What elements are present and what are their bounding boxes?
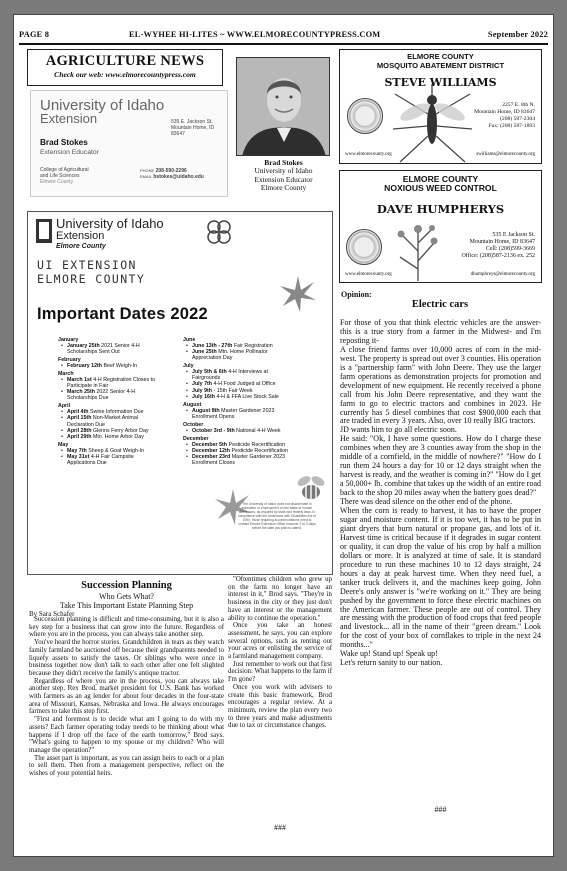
dates-column-right <box>183 335 293 467</box>
mosquito-ad-title1: ELMORE COUNTY <box>407 52 474 61</box>
date-entry <box>183 394 293 400</box>
date-label: June 13th - 27th <box>192 342 233 349</box>
date-label: July 7th <box>192 381 213 388</box>
flyer-logo: University of Idaho Extension Elmore County <box>56 216 164 250</box>
card-contact: PHONE 208-590-2296 EMAIL bstokes@uidaho.edu <box>140 168 204 181</box>
event-label: Sheep & Goat Weigh-In <box>88 447 145 454</box>
event-label: Pesticide Recertification <box>228 441 286 448</box>
paragraph: The asset part is important, as you can assign heirs to each or a plan to sell them. Then from a management perspective, reflect on the wishes of your potential heirs. <box>29 754 224 778</box>
flyer-heading: UI EXTENSION ELMORE COUNTY <box>37 258 146 286</box>
card-role: Extension Educator <box>40 149 99 156</box>
month-heading: April <box>58 403 71 410</box>
section-title: AGRICULTURE NEWS <box>45 53 205 69</box>
paragraph: Once you take an honest assessment, he says, you can explore several options, such as renting out your acres or enlisting the service of a farmland management company. <box>228 622 332 661</box>
paragraph: Wake up! Stand up! Speak up! <box>340 649 438 659</box>
succession-column-2 <box>228 576 332 730</box>
month-heading: June <box>183 336 196 343</box>
county-seal-icon <box>347 98 383 134</box>
paragraph: "First and foremost is to decide what am I going to do with my assets? Each farmer operating today needs to be thinking about what happens if I drop off the face of the earth tomorrow," Brod says. "What's going to happen to my spouse or my children? Who will manage the operation?" <box>29 716 224 754</box>
dates-column-left <box>58 335 158 467</box>
date-entry <box>58 389 158 401</box>
page-number: PAGE 8 <box>19 30 50 39</box>
paragraph: For those of you that think electric vehicles are the answer- this is a true story from a farmer in the Midwest- and I'm reposting it- <box>340 318 541 345</box>
event-label: Master Gardener 2023 Enrollment Opens <box>192 407 275 420</box>
event-label: 2021 Senior 4-H Scholarships Sent Out <box>67 342 140 355</box>
date-entry <box>183 369 293 381</box>
paragraph: He said: "Ok, I have some questions. How do I charge these combines when they are 3 counties away from the shop in the middle of a cornfield, in the middle of nowhere?" "How do I run them 24 hours a day for 10 or 12 days straight when the harvest is ready, and the weather is coming in?" "How do I get a 50,000+ lb. combine that takes up the width of an entire road back to the shop 20 miles away when the battery goes dead?" <box>340 434 541 498</box>
weed-plant-icon <box>388 221 448 281</box>
opinion-title: Electric cars <box>411 299 469 310</box>
county-seal-icon <box>346 229 382 265</box>
date-entry <box>183 454 293 466</box>
month-heading: December <box>183 435 209 442</box>
header-rule <box>19 43 548 45</box>
photo-caption: Brad Stokes University of Idaho Extension Educator Elmore County <box>254 158 313 193</box>
page-header <box>19 30 548 42</box>
date-label: December 5th <box>192 441 228 448</box>
paragraph: Regardless of where you are in the process, you can always take another step. Rex Brod, market president for U.S. Bank has worked with farmers as an ag lender for about four decades in the four-state area of Missouri, Kansas, Nebraska and Iowa. He always encourages farmers to take this step first. <box>29 677 224 716</box>
date-label: October 3rd - 9th <box>192 427 235 434</box>
paragraph: "Oftentimes children who grew up on the farm no longer have an interest in it," Brod says. "They're in business in the city or they just don't have an interest or the management ability to continue the operation." <box>228 576 332 622</box>
weed-ad-title2: NOXIOUS WEED CONTROL <box>384 183 497 193</box>
event-label: 4-H Fair Campsite Applications Due <box>67 454 134 467</box>
section-subtitle: Check our web: www.elmorecountypress.com <box>54 70 196 79</box>
event-label: Beef Weigh-In <box>103 362 137 369</box>
date-label: June 25th <box>192 348 217 355</box>
event-label: 4-H Food Judged at Office <box>213 381 276 388</box>
portrait-photo <box>236 57 330 156</box>
article-subtitle-2: Take This Important Estate Planning Step <box>59 601 194 610</box>
date-label: July 16th <box>192 393 215 400</box>
paragraph: There was dead silence on the other end of the phone. <box>340 497 513 507</box>
bee-icon <box>292 470 330 506</box>
date-label: December 12th <box>192 447 230 454</box>
weed-ad-name: DAVE HUMPHERYS <box>376 202 505 216</box>
weed-ad-web[interactable]: www.elmorecounty.org <box>345 272 392 277</box>
date-entry <box>183 349 293 361</box>
university-i-logo-icon <box>36 219 52 243</box>
date-label: July 9th <box>192 387 213 394</box>
opinion-label: Opinion: <box>341 290 372 299</box>
flyer-disclaimer: The University of Idaho does not discriminate in education or employment on the basis of human differences, as required by state and federal laws. In compliance with the Americans with Disabilities Act of 1990, those requiring accommodations need to contact Elmore Extension Office however 2 to 3 days before the date you plan to attend. <box>238 502 316 530</box>
date-label: April 4th <box>67 409 89 416</box>
noxious-weed-ad <box>339 170 542 283</box>
date-label: January 25th <box>67 342 100 349</box>
paragraph: JD wants him to go all electric soon. <box>340 425 457 435</box>
date-label: April 29th <box>67 434 92 441</box>
card-address: 535 E. Jackson St. Mountain Home, ID 83647 <box>171 119 215 138</box>
weed-ad-email[interactable]: dhumphreys@elmorecounty.org <box>470 272 535 277</box>
event-label: 4-H Registration Closes to Participate in Fair <box>67 376 156 389</box>
date-entry <box>183 428 293 434</box>
mosquito-ad-address: 2257 E. 8th N. Mountain Home, ID 83647 (208) 587-2304 Fax: (208) 587-1893 <box>474 102 535 129</box>
event-label: Glenns Ferry Arbor Day <box>92 427 149 434</box>
paragraph: Just remember to work out that first decision: What happens to the farm if I'm gone? <box>228 660 332 684</box>
date-label: March 1st <box>67 376 92 383</box>
date-entry <box>58 415 158 427</box>
extension-logo: Extension <box>40 111 98 126</box>
weed-ad-title1: ELMORE COUNTY <box>402 174 479 184</box>
agriculture-news-banner <box>27 49 223 86</box>
date-entry <box>183 408 293 420</box>
date-entry <box>58 434 158 440</box>
paragraph: A close friend farms over 10,000 acres of corn in the mid-west. The property is spread out over 3 counties. His operation is a "partnership farm" with John Deere. They use the larger farm operations as demonstration projects for promotion and development of new equipment. He recently received a phone call from his John Deere representative, and they want the farm to go to electric tractors and combines in 2023. He currently has 5 diesel combines that cost $900,000 each that are traded in every 3 years. Also, over 10 really BIG tractors. <box>340 344 541 426</box>
article-byline: By Sara Schafer <box>29 610 75 618</box>
date-label: August 8th <box>192 407 220 414</box>
paragraph: Once you work with advisers to create this basic framework, Brod encourages a regular review. At a minimum, review the plan every two to three years and make adjustments due to tax or circumstance changes. <box>228 683 332 730</box>
mosquito-ad-title2: MOSQUITO ABATEMENT DISTRICT <box>376 61 505 70</box>
date-label: May 7th <box>67 447 87 454</box>
event-label: Pesticide Recertification <box>231 447 288 454</box>
event-label: Swine Information Due <box>89 409 144 416</box>
issue-date: September 2022 <box>487 30 548 39</box>
event-label: Non-Market Animal Declaration Due <box>67 415 138 428</box>
important-dates-flyer <box>27 211 333 575</box>
date-label: May 31st <box>67 454 90 461</box>
event-label: - 15th Fair Week <box>213 387 253 394</box>
star-burst-icon <box>278 274 318 314</box>
flyer-title: Important Dates 2022 <box>37 305 208 323</box>
paper-title: EL-WYHEE HI-LITES ~ WWW.ELMORECOUNTYPRESS.COM <box>129 30 381 39</box>
paragraph: When the corn is ready to harvest, it has to have the proper sugar and moisture content. If it is too wet, it has to be put in giant dryers that burn natural or propane gas, and lots of it. Harvest time is critical because if it degrades in sugar content or quality, it can drop the value of his crop by half a million dollars or more. It is analyzed at time of sale. It is standard procedure to run these machines 10 to 12 days straight, 24 hours a day at peak harvest time. When they need fuel, a tanker truck delivers it, and the machines keep going. John Deere's only answer is "we're working on it." They are being pushed by the government to force these electric machines on the American farmer. These people are out of control. They are messing with the production of food crops that feed people and livestock... all in the name of their "green dream." Look for the cost of your box of cornflakes to triple in the next 24 months..." <box>340 506 541 650</box>
mosquito-abatement-ad <box>339 49 542 164</box>
event-label: Mtn. Home Pollinator Appreciation Day <box>192 348 268 362</box>
mosquito-ad-name: STEVE WILLIAMS <box>384 76 497 89</box>
event-label: Fair Registration <box>233 342 273 349</box>
date-entry <box>58 454 158 466</box>
mosquito-ad-web[interactable]: www.elmorecounty.org <box>345 152 392 157</box>
article-title: Succession Planning <box>81 580 172 591</box>
article-end-mark: ### <box>274 823 286 832</box>
month-heading: January <box>58 336 79 343</box>
succession-column-1 <box>29 616 224 778</box>
mosquito-ad-email[interactable]: swilliams@elmorecounty.org <box>476 152 535 157</box>
card-department: College of Agricultural and Life Sciences Elmore County <box>40 167 89 186</box>
month-heading: July <box>183 362 194 369</box>
month-heading: August <box>183 401 202 408</box>
opinion-body <box>340 319 541 668</box>
date-entry <box>58 343 158 355</box>
event-label: Mtn. Home Arbor Day <box>92 434 144 441</box>
event-label: 2022 Senior 4-H Scholarships Due <box>67 389 136 402</box>
portrait-image <box>237 58 330 156</box>
month-heading: May <box>58 441 69 448</box>
date-label: April 15th <box>67 415 92 422</box>
month-heading: October <box>183 421 204 428</box>
event-label: Master Gardener 2023 Enrollment Closes <box>192 454 286 467</box>
paragraph: Let's return sanity to our nation. <box>340 658 443 668</box>
article-subtitle: Who Gets What? <box>99 592 154 601</box>
date-entry <box>58 377 158 389</box>
date-label: February 12th <box>67 362 103 369</box>
date-entry <box>58 363 158 369</box>
date-label: December 23rd <box>192 454 231 461</box>
month-heading: March <box>58 370 74 377</box>
event-label: 4-H & FFA Live Stock Sale <box>216 393 279 400</box>
event-label: 4-H Interviews at Fairgrounds <box>192 369 268 382</box>
month-heading: February <box>58 356 81 363</box>
clover-4h-icon <box>206 219 232 245</box>
date-label: July 5th & 6th <box>192 369 227 376</box>
weed-ad-address: 535 E Jackson St. Mountain Home, ID 83647 Cell: (208)599-3669 Office: (208)587-2136 ex. 252 <box>461 232 535 259</box>
opinion-end-mark: ### <box>434 805 447 814</box>
event-label: National 4-H Week <box>236 427 281 434</box>
date-label: March 25th <box>67 389 95 396</box>
paragraph: Succession planning is difficult and time-consuming, but it is also a key step for a business that can grow into the future. Regardless of where you are in the process, you can always take another step. <box>29 616 224 639</box>
business-card <box>30 90 228 197</box>
date-label: April 28th <box>67 427 92 434</box>
university-logo: University of Idaho <box>40 97 165 114</box>
paragraph: You've heard the horror stories. Grandchildren in tears as they watch family farmland be auctioned off because their grandparents needed to liquefy assets to satisfy the taxes. Or siblings who were once in business together now don't talk to each other after one felt slighted because they didn't receive the family's antique tractor. <box>29 639 224 677</box>
card-name: Brad Stokes <box>40 138 88 147</box>
